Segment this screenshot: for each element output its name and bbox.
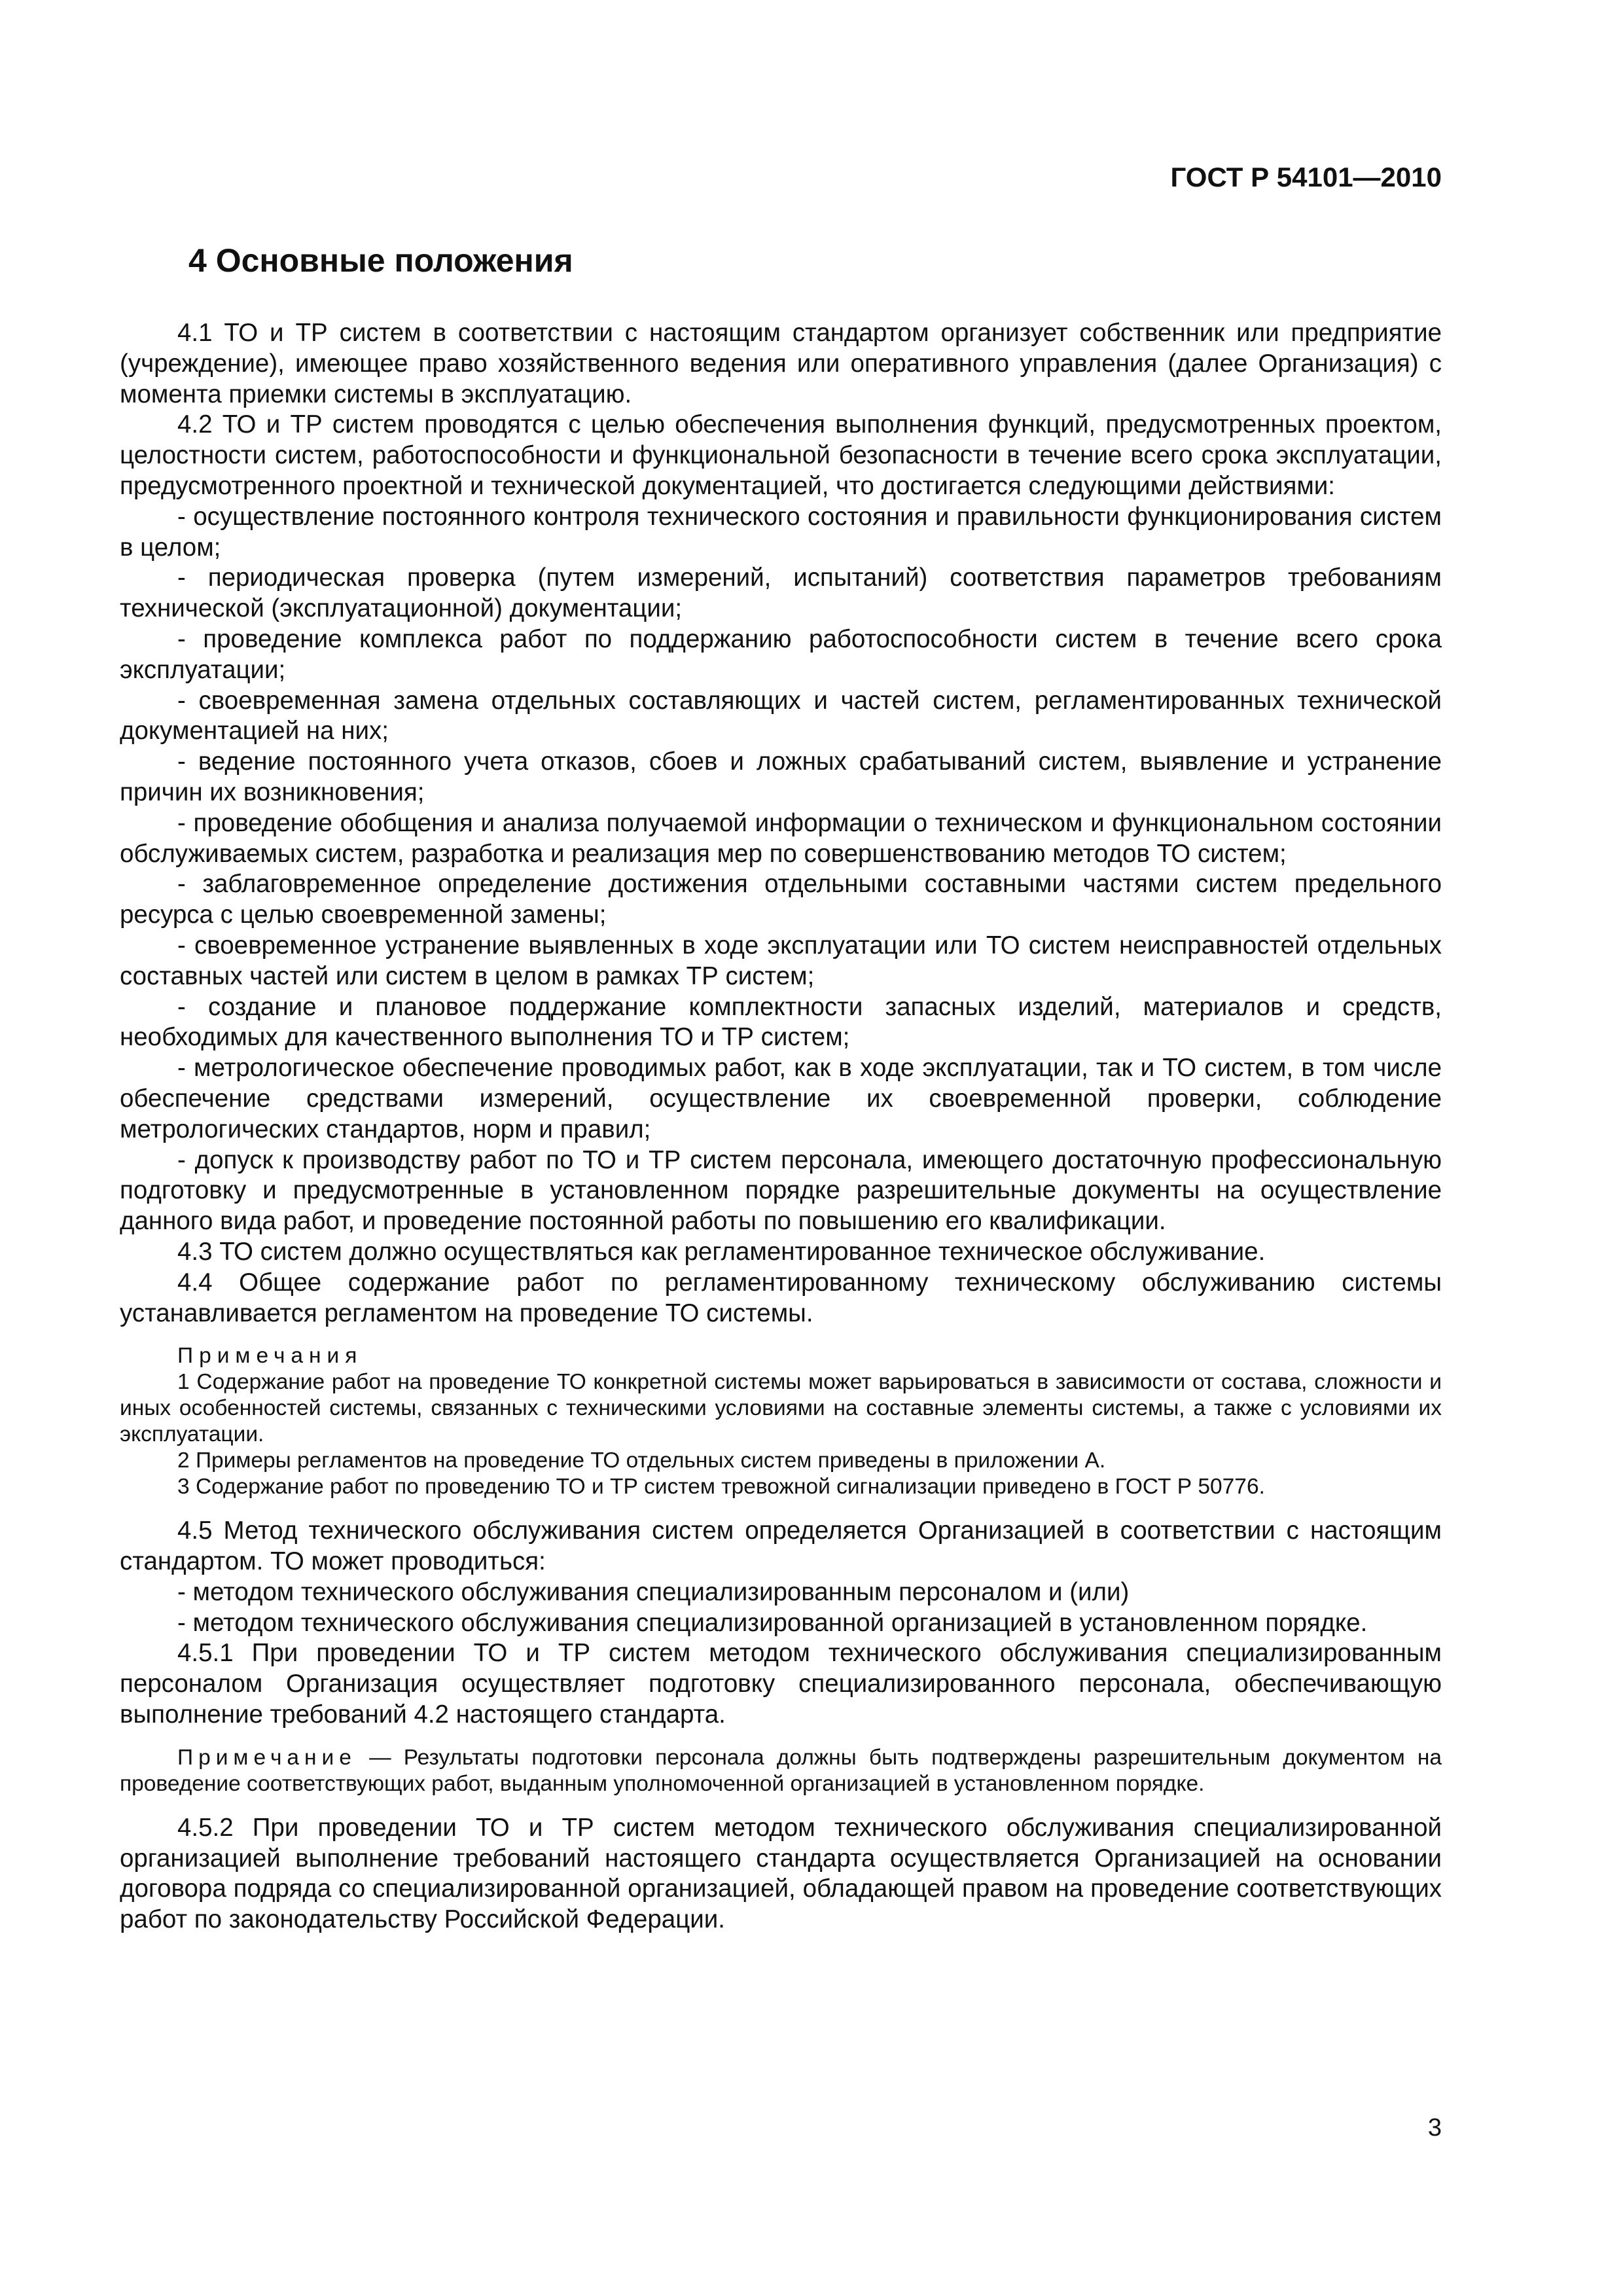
single-note-label: Примечание — [177, 1745, 357, 1770]
list-item: - метрологическое обеспечение проводимых работ, как в ходе эксплуатации, так и ТО систем, в том числе обеспечение средствами измерений, осуществление их своевременной проверки, соблюдение метрологических стандартов, норм и правил; — [120, 1054, 1442, 1143]
list-item: - периодическая проверка (путем измерений, испытаний) соответствия параметров требованиям технической (эксплуатационной) документации; — [120, 564, 1442, 623]
paragraph-4-1: 4.1 ТО и ТР систем в соответствии с настоящим стандартом организует собственник или предприятие (учреждение), имеющее право хозяйственного ведения или оперативного управления (далее Организация) с момента приемки системы в эксплуатацию. — [120, 319, 1442, 408]
section-body — [120, 318, 1442, 1935]
list-item: - ведение постоянного учета отказов, сбоев и ложных срабатываний систем, выявление и устранение причин их возникновения; — [120, 747, 1442, 806]
list-item: - осуществление постоянного контроля технического состояния и правильности функционирования систем в целом; — [120, 502, 1442, 562]
document-page — [120, 151, 1442, 1935]
section-title: 4 Основные положения — [188, 242, 573, 279]
note-item: 1 Содержание работ на проведение ТО конкретной системы может варьироваться в зависимости от состава, сложности и иных особенностей системы, связанных с техническими условиями на составные элементы системы, а также с условиями их эксплуатации. — [120, 1370, 1442, 1447]
single-note-body: — Результаты подготовки персонала должны быть подтверждены разрешительным документом на проведение соответствующих работ, выданным уполномоченной организацией в установленном порядке. — [120, 1745, 1442, 1796]
list-item: - допуск к производству работ по ТО и ТР систем персонала, имеющего достаточную профессиональную подготовку и предусмотренные в установленном порядке разрешительные документы на осуществление данного вида работ, и проведение постоянной работы по повышению его квалификации. — [120, 1145, 1442, 1236]
list-item: - проведение обобщения и анализа получаемой информации о техническом и функциональном состоянии обслуживаемых систем, разработка и реализация мер по совершенствованию методов ТО систем; — [120, 808, 1442, 868]
single-note — [120, 1745, 1442, 1797]
paragraph-4-5: 4.5 Метод технического обслуживания систем определяется Организацией в соответствии с настоящим стандартом. ТО может проводиться: — [120, 1516, 1442, 1576]
paragraph-4-4: 4.4 Общее содержание работ по регламентированному техническому обслуживанию системы устанавливается регламентом на проведение ТО системы. — [120, 1268, 1442, 1327]
list-item: - методом технического обслуживания специализированным персоналом и (или) — [177, 1577, 1130, 1606]
single-note-text — [120, 1745, 1442, 1797]
list-item: - методом технического обслуживания специализированной организацией в установленном порядке. — [177, 1608, 1368, 1637]
note-item: 3 Содержание работ по проведению ТО и ТР систем тревожной сигнализации приведено в ГОСТ Р 50776. — [177, 1475, 1265, 1499]
notes-block — [120, 1343, 1442, 1500]
notes-heading: Примечания — [177, 1344, 363, 1369]
page-number: 3 — [1427, 2114, 1442, 2142]
list-item: - проведение комплекса работ по поддержанию работоспособности систем в течение всего срока эксплуатации; — [120, 624, 1442, 684]
list-item: - своевременное устранение выявленных в ходе эксплуатации или ТО систем неисправностей отдельных составных частей или систем в целом в рамках ТР систем; — [120, 931, 1442, 990]
note-item: 2 Примеры регламентов на проведение ТО отдельных систем приведены в приложении А. — [177, 1448, 1106, 1473]
list-item: - заблаговременное определение достижения отдельными составными частями систем предельного ресурса с целью своевременной замены; — [120, 870, 1442, 929]
paragraph-4-2: 4.2 ТО и ТР систем проводятся с целью обеспечения выполнения функций, предусмотренных проектом, целостности систем, работоспособности и функциональной безопасности в течение всего срока эксплуатации, предусмотренного проектной и технической документацией, что достигается следующими действиями: — [120, 410, 1442, 500]
list-item: - создание и плановое поддержание комплектности запасных изделий, материалов и средств, необходимых для качественного выполнения ТО и ТР систем; — [120, 992, 1442, 1052]
paragraph-4-5-1: 4.5.1 При проведении ТО и ТР систем методом технического обслуживания специализированным персоналом Организация осуществляет подготовку специализированного персонала, обеспечивающую выполнение требований 4.2 настоящего стандарта. — [120, 1639, 1442, 1729]
list-item: - своевременная замена отдельных составляющих и частей систем, регламентированных технической документацией на них; — [120, 686, 1442, 745]
standard-number-header: ГОСТ Р 54101—2010 — [1170, 162, 1442, 192]
paragraph-4-5-2: 4.5.2 При проведении ТО и ТР систем методом технического обслуживания специализированной организацией выполнение требований настоящего стандарта осуществляется Организацией на основании договора подряда со специализированной организацией, обладающей правом на проведение соответствующих работ по законодательству Российской Федерации. — [120, 1813, 1442, 1934]
paragraph-4-3: 4.3 ТО систем должно осуществляться как регламентированное техническое обслуживание. — [177, 1237, 1266, 1266]
